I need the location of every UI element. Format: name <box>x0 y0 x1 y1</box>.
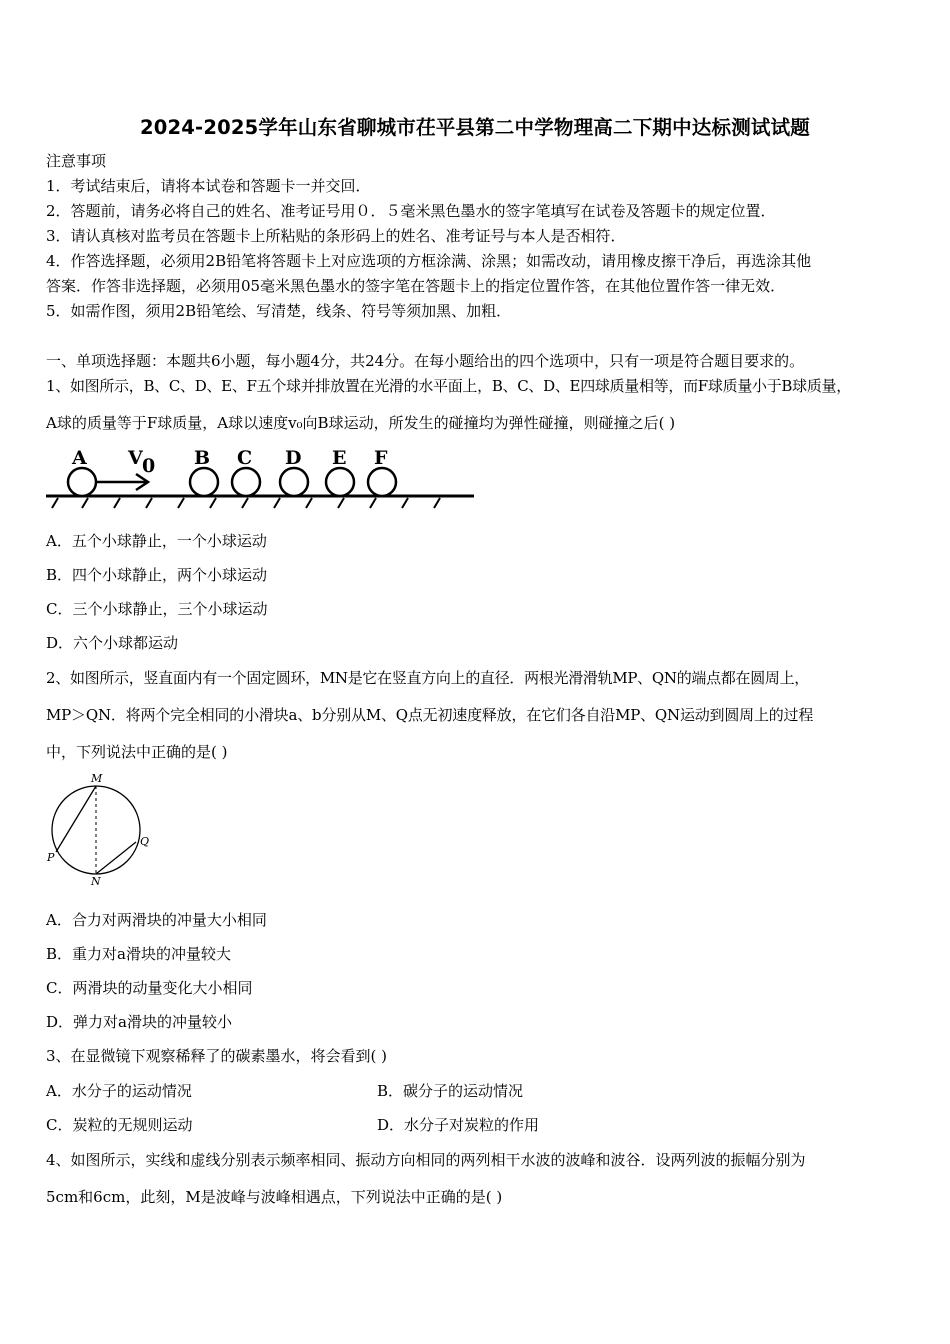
notice-item: 5．如需作图，须用2B铅笔绘、写清楚，线条、符号等须加黑、加粗． <box>46 302 512 320</box>
question-1-option-c: C．三个小球静止，三个小球运动 <box>46 600 268 618</box>
rail-mp <box>56 786 96 852</box>
notice-item: 4．作答选择题，必须用2B铅笔将答题卡上对应选项的方框涂满、涂黑；如需改动，请用橡皮擦干净后，再选涂其他 <box>46 252 812 270</box>
notice-item: 3．请认真核对监考员在答题卡上所粘贴的条形码上的姓名、准考证号与本人是否相符． <box>46 227 626 245</box>
label-q: Q <box>140 835 150 848</box>
ball-a <box>68 468 96 496</box>
label-n: N <box>91 875 101 888</box>
ball-e <box>326 468 354 496</box>
notice-item: 答案．作答非选择题，必须用05毫米黑色墨水的签字笔在答题卡上的指定位置作答，在其他位置作答一律无效． <box>46 277 786 295</box>
label-d: D <box>285 447 302 469</box>
question-1-option-b: B．四个小球静止，两个小球运动 <box>46 566 268 584</box>
question-3-option-a: A．水分子的运动情况 <box>46 1082 192 1100</box>
label-a: A <box>72 447 87 469</box>
label-f: F <box>374 447 388 469</box>
question-2-option-b: B．重力对a滑块的冲量较大 <box>46 945 231 963</box>
question-2-option-d: D．弹力对a滑块的冲量较小 <box>46 1013 232 1031</box>
notice-item: 1．考试结束后，请将本试卷和答题卡一并交回． <box>46 177 371 195</box>
label-c: C <box>237 447 253 469</box>
question-2-stem-line3: 中，下列说法中正确的是( ) <box>46 743 228 761</box>
question-1-option-d: D．六个小球都运动 <box>46 634 179 652</box>
question-1-option-a: A．五个小球静止，一个小球运动 <box>46 532 267 550</box>
collision-balls-figure <box>44 442 484 510</box>
question-2-option-a: A．合力对两滑块的冲量大小相同 <box>46 911 267 929</box>
question-4-stem-line2: 5cm和6cm，此刻，M是波峰与波峰相遇点，下列说法中正确的是( ) <box>46 1188 503 1206</box>
label-v0-subscript: 0 <box>142 455 156 477</box>
label-v: V <box>128 447 143 469</box>
question-3-option-d: D．水分子对炭粒的作用 <box>377 1116 540 1134</box>
circle-rails-figure <box>44 770 164 890</box>
question-2-option-c: C．两滑块的动量变化大小相同 <box>46 979 253 997</box>
ball-c <box>232 468 260 496</box>
ball-d <box>280 468 308 496</box>
ball-b <box>190 468 218 496</box>
section-heading: 一、单项选择题：本题共6小题，每小题4分，共24分。在每小题给出的四个选项中，只有一项是符合题目要求的。 <box>46 352 805 370</box>
question-1-stem-line2: A球的质量等于F球质量，A球以速度v₀向B球运动，所发生的碰撞均为弹性碰撞，则碰撞之后( ) <box>46 414 676 432</box>
ball-f <box>368 468 396 496</box>
question-3-option-c: C．炭粒的无规则运动 <box>46 1116 193 1134</box>
notice-item: 2．答题前，请务必将自己的姓名、准考证号用０．５毫米黑色墨水的签字笔填写在试卷及答题卡的规定位置． <box>46 202 776 220</box>
label-m: M <box>91 772 103 785</box>
label-p: P <box>47 851 55 864</box>
question-4-stem-line1: 4、如图所示，实线和虚线分别表示频率相同、振动方向相同的两列相干水波的波峰和波谷．设两列波的振幅分别为 <box>46 1151 806 1169</box>
question-2-stem-line2: MP＞QN．将两个完全相同的小滑块a、b分别从M、Q点无初速度释放，在它们各自沿MP、QN运动到圆周上的过程 <box>46 706 814 724</box>
question-2-stem-line1: 2、如图所示，竖直面内有一个固定圆环，MN是它在竖直方向上的直径．两根光滑滑轨MP、QN的端点都在圆周上， <box>46 669 810 687</box>
notice-heading: 注意事项 <box>46 152 107 170</box>
question-3-stem: 3、在显微镜下观察稀释了的碳素墨水，将会看到( ) <box>46 1047 388 1065</box>
label-b: B <box>194 447 211 469</box>
page-title: 2024-2025学年山东省聊城市茌平县第二中学物理高二下期中达标测试试题 <box>139 116 811 139</box>
question-3-option-b: B．碳分子的运动情况 <box>377 1082 524 1100</box>
label-e: E <box>332 447 347 469</box>
question-1-stem-line1: 1、如图所示，B、C、D、E、F五个球并排放置在光滑的水平面上，B、C、D、E四球质量相等，而F球质量小于B球质量， <box>46 377 851 395</box>
